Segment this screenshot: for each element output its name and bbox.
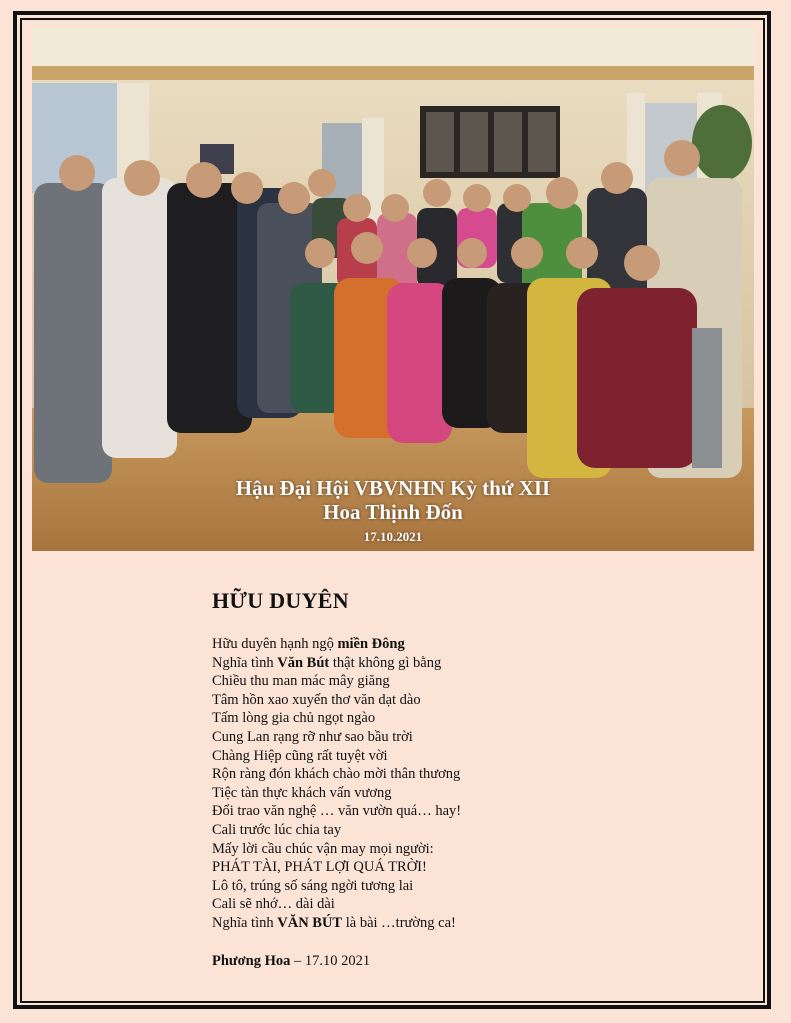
poem-line-text: Cali trước lúc chia tay	[212, 821, 342, 838]
poem-body	[212, 635, 662, 933]
poem-signature	[212, 953, 662, 970]
photo-caption-location: Hoa Thịnh Đốn	[323, 500, 463, 524]
poem-title: HỮU DUYÊN	[212, 588, 349, 613]
poem-line	[212, 858, 662, 877]
photo-caption-date: 17.10.2021	[363, 529, 423, 544]
poem	[212, 588, 662, 970]
poem-line	[212, 691, 662, 710]
poem-line	[212, 895, 662, 914]
poem-line-text: thật không gì bằng	[329, 654, 442, 671]
poem-line-text: Chàng Hiệp cũng rất tuyệt vời	[212, 747, 388, 764]
group-photo-illustration	[32, 28, 754, 551]
poem-line	[212, 747, 662, 766]
group-photo	[32, 28, 754, 551]
poem-line	[212, 877, 662, 896]
poem-line-text: Chiều thu man mác mây giăng	[212, 673, 390, 690]
poem-line-text: Tiệc tàn thực khách vấn vương	[212, 784, 392, 801]
poem-line	[212, 840, 662, 859]
poem-line	[212, 784, 662, 803]
poem-line	[212, 635, 662, 654]
poem-line-text: Tấm lòng gia chủ ngọt ngào	[212, 710, 376, 727]
poem-line	[212, 728, 662, 747]
poem-line-text: Nghĩa tình	[212, 914, 278, 931]
poem-line-text: Nghĩa tình	[212, 654, 278, 671]
poem-line	[212, 914, 662, 933]
poem-line-text: Tâm hồn xao xuyến thơ văn dạt dào	[212, 691, 421, 708]
poem-line-emphasis: Văn Bút	[277, 654, 330, 671]
poem-line-emphasis: VĂN BÚT	[277, 914, 343, 931]
poem-line-text: là bài …trường ca!	[342, 914, 456, 931]
poem-line-text: Cung Lan rạng rỡ như sao bầu trời	[212, 728, 413, 745]
poem-line-emphasis: miền Đông	[337, 636, 405, 652]
poem-line-text: Đổi trao văn nghệ … văn vườn quá… hay!	[212, 803, 462, 820]
poem-line	[212, 802, 662, 821]
poem-line	[212, 709, 662, 728]
poem-line-text: Lô tô, trúng số sáng ngời tương lai	[212, 877, 414, 894]
poem-line-text: Hữu duyên hạnh ngộ	[212, 636, 338, 652]
poem-line	[212, 765, 662, 784]
poem-line	[212, 821, 662, 840]
poem-line	[212, 672, 662, 691]
poem-line-text: PHÁT TÀI, PHÁT LỢI QUÁ TRỜI!	[212, 859, 427, 876]
poem-date: – 17.10 2021	[290, 952, 371, 969]
poem-line-text: Cali sẽ nhớ… dài dài	[212, 896, 335, 913]
poem-line	[212, 654, 662, 673]
poem-line-text: Rộn ràng đón khách chào mời thân thương	[212, 766, 461, 783]
poem-line-text: Mấy lời cầu chúc vận may mọi người:	[212, 840, 434, 857]
photo-caption-title: Hậu Đại Hội VBVNHN Kỳ thứ XII	[235, 476, 551, 500]
poem-author: Phương Hoa	[212, 952, 291, 969]
